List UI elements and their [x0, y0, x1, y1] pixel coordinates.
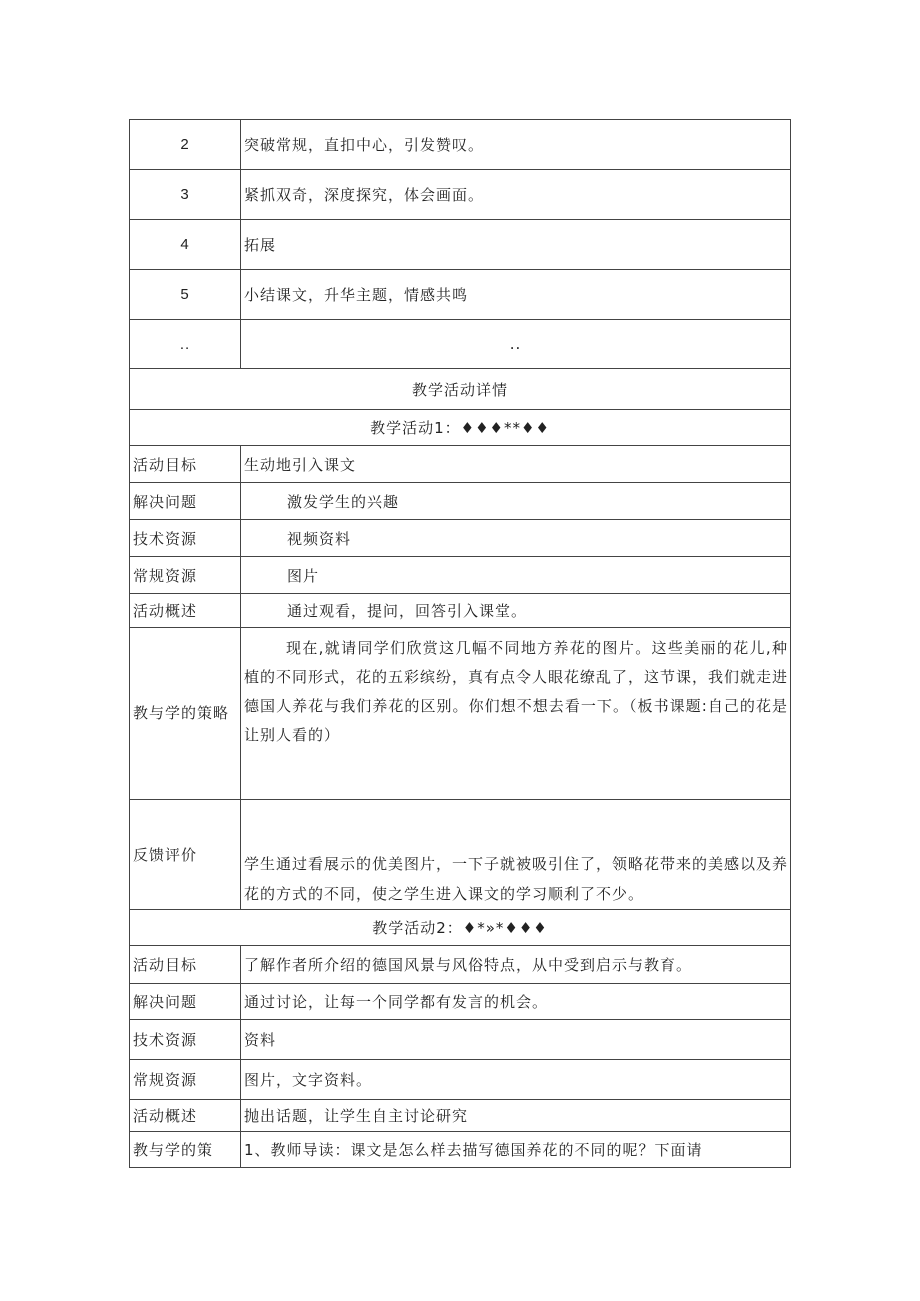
table-row: [130, 628, 791, 800]
lesson-table: [129, 119, 791, 1168]
table-row: [130, 520, 791, 557]
field-value: 了解作者所介绍的德国风景与风俗特点，从中受到启示与教育。: [241, 946, 791, 984]
strategy-text: 1、教师导读：课文是怎么样去描写德国养花的不同的呢？下面请: [241, 1132, 791, 1168]
table-row: [130, 446, 791, 483]
step-text: 拓展: [241, 220, 791, 270]
field-value: 通过讨论，让每一个同学都有发言的机会。: [241, 984, 791, 1020]
table-row: [130, 170, 791, 220]
field-value: 视频资料: [241, 520, 791, 557]
activity2-title: 教学活动2：♦*»*♦♦♦: [130, 910, 791, 946]
strategy-label: 教与学的策: [130, 1132, 241, 1168]
step-number: 3: [130, 170, 241, 220]
feedback-label: 反馈评价: [130, 800, 241, 910]
field-label: 活动概述: [130, 594, 241, 628]
table-row: [130, 270, 791, 320]
field-label: 技术资源: [130, 1020, 241, 1060]
field-value: 图片: [241, 557, 791, 594]
activity1-title: 教学活动1：♦♦♦**♦♦: [130, 410, 791, 446]
step-text: ..: [241, 320, 791, 369]
field-value: 通过观看，提问，回答引入课堂。: [241, 594, 791, 628]
field-label: 解决问题: [130, 984, 241, 1020]
table-row: [130, 557, 791, 594]
feedback-text: 学生通过看展示的优美图片，一下子就被吸引住了，领略花带来的美感以及养花的方式的不同，使之学生进入课文的学习顺利了不少。: [241, 800, 791, 910]
table-row: [130, 946, 791, 984]
activity-title-row: [130, 910, 791, 946]
section-header-row: [130, 369, 791, 410]
table-row: [130, 483, 791, 520]
field-value: 图片，文字资料。: [241, 1060, 791, 1100]
step-number: 5: [130, 270, 241, 320]
field-value: 资料: [241, 1020, 791, 1060]
field-label: 技术资源: [130, 520, 241, 557]
strategy-label: 教与学的策略: [130, 628, 241, 800]
table-row: [130, 1132, 791, 1168]
step-number: ..: [130, 320, 241, 369]
field-label: 常规资源: [130, 1060, 241, 1100]
field-label: 活动目标: [130, 446, 241, 483]
step-number: 2: [130, 120, 241, 170]
strategy-text: 现在,就请同学们欣赏这几幅不同地方养花的图片。这些美丽的花儿,种植的不同形式，花的五彩缤纷，真有点令人眼花缭乱了，这节课，我们就走进德国人养花与我们养花的区别。你们想不想去看一下。（板书课题:自己的花是让别人看的）: [244, 639, 789, 744]
step-number: 4: [130, 220, 241, 270]
details-header: 教学活动详情: [130, 369, 791, 410]
table-row: [130, 1020, 791, 1060]
table-row: [130, 594, 791, 628]
table-row: [130, 1100, 791, 1132]
field-label: 常规资源: [130, 557, 241, 594]
activity-title-row: [130, 410, 791, 446]
step-text: 紧抓双奇，深度探究，体会画面。: [241, 170, 791, 220]
table-row: [130, 984, 791, 1020]
table-row: [130, 120, 791, 170]
field-label: 活动概述: [130, 1100, 241, 1132]
table-row: [130, 800, 791, 910]
field-value: 激发学生的兴趣: [241, 483, 791, 520]
table-row: [130, 220, 791, 270]
field-value: 抛出话题，让学生自主讨论研究: [241, 1100, 791, 1132]
field-label: 活动目标: [130, 946, 241, 984]
step-text: 小结课文，升华主题，情感共鸣: [241, 270, 791, 320]
step-text: 突破常规，直扣中心，引发赞叹。: [241, 120, 791, 170]
field-label: 解决问题: [130, 483, 241, 520]
table-row: [130, 1060, 791, 1100]
table-row: [130, 320, 791, 369]
field-value: 生动地引入课文: [241, 446, 791, 483]
